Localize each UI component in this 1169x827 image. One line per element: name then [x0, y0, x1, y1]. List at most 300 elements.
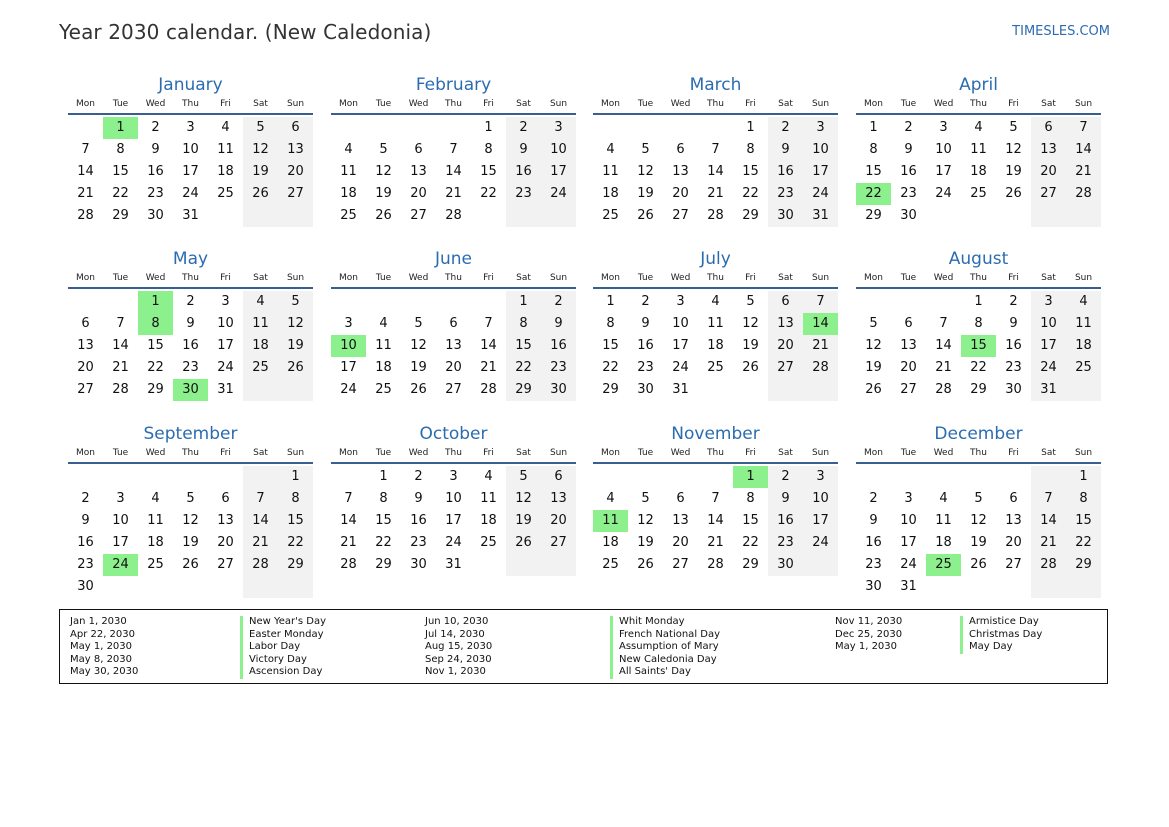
day-cell: 5	[869, 316, 878, 331]
day-cell: 24	[803, 183, 838, 205]
weekday-header	[593, 271, 838, 286]
day-cell: 9	[768, 488, 803, 510]
day-cell: 16	[182, 338, 199, 353]
day-cell: 31	[803, 205, 838, 227]
day-cell: 27	[445, 382, 462, 397]
day-cell: 24	[803, 532, 838, 554]
empty-day-cell	[663, 117, 698, 139]
day-cell: 13	[278, 139, 313, 161]
day-cell: 28	[112, 382, 129, 397]
day-cell: 27	[1005, 557, 1022, 572]
holiday-day-cell: 14	[803, 313, 838, 335]
weekday-label: Tue	[375, 99, 392, 109]
day-cell: 5	[186, 491, 195, 506]
day-cell: 11	[970, 142, 987, 157]
weekday-header	[593, 97, 838, 112]
legend-date: Nov 1, 2030	[425, 666, 486, 677]
empty-day-cell	[891, 291, 926, 313]
weekday-label: Fri	[1008, 273, 1019, 283]
weekday-label: Fri	[745, 273, 756, 283]
legend-dates-column	[835, 616, 902, 654]
day-cell: 28	[707, 557, 724, 572]
empty-day-cell	[926, 205, 961, 227]
day-cell: 11	[602, 164, 619, 179]
day-cell: 24	[445, 535, 462, 550]
weekday-label: Tue	[112, 273, 129, 283]
empty-day-cell	[103, 291, 138, 313]
month-march	[593, 74, 838, 227]
day-cell: 26	[182, 557, 199, 572]
weekday-label: Mon	[76, 99, 95, 109]
day-cell: 17	[182, 164, 199, 179]
day-cell: 6	[676, 142, 685, 157]
day-cell: 29	[1066, 554, 1101, 576]
empty-day-cell	[471, 205, 506, 227]
day-cell: 12	[742, 316, 759, 331]
day-cell: 30	[637, 382, 654, 397]
weekday-header	[331, 446, 576, 461]
day-cell: 8	[869, 142, 878, 157]
day-cell: 22	[278, 532, 313, 554]
weekday-label: Tue	[637, 99, 654, 109]
day-cell: 4	[484, 469, 493, 484]
day-cell: 26	[1005, 186, 1022, 201]
day-cell: 8	[116, 142, 125, 157]
weekday-label: Thu	[182, 273, 199, 283]
empty-day-cell	[138, 576, 173, 598]
empty-day-cell	[698, 466, 733, 488]
day-cell: 13	[445, 338, 462, 353]
day-cell: 13	[672, 164, 689, 179]
weekday-label: Sat	[253, 99, 268, 109]
empty-day-cell	[68, 291, 103, 313]
day-cell: 9	[414, 491, 423, 506]
weekday-label: Sat	[516, 99, 531, 109]
day-cell: 10	[1031, 313, 1066, 335]
day-cell: 20	[900, 360, 917, 375]
day-cell: 2	[186, 294, 195, 309]
month-name: October	[419, 424, 488, 444]
weekday-label: Sat	[778, 448, 793, 458]
month-divider	[593, 287, 838, 289]
day-cell: 24	[182, 186, 199, 201]
day-cell: 26	[243, 183, 278, 205]
day-cell: 4	[606, 142, 615, 157]
weekday-label: Fri	[220, 99, 231, 109]
day-cell: 23	[410, 535, 427, 550]
weekday-label: Sat	[1041, 99, 1056, 109]
day-cell: 12	[637, 164, 654, 179]
day-cell: 16	[77, 535, 94, 550]
empty-day-cell	[926, 291, 961, 313]
empty-day-cell	[593, 466, 628, 488]
holiday-day-cell: 22	[856, 183, 891, 205]
weekday-label: Tue	[900, 99, 917, 109]
day-cell: 14	[707, 164, 724, 179]
weekday-label: Sat	[516, 448, 531, 458]
day-cell: 3	[541, 117, 576, 139]
weekday-label: Fri	[483, 99, 494, 109]
empty-day-cell	[243, 466, 278, 488]
weekday-label: Wed	[408, 99, 429, 109]
day-cell: 29	[147, 382, 164, 397]
day-cell: 20	[541, 510, 576, 532]
month-august	[856, 248, 1101, 401]
days-grid	[593, 291, 838, 401]
day-cell: 7	[449, 142, 458, 157]
day-cell: 15	[865, 164, 882, 179]
weekday-label: Thu	[707, 273, 724, 283]
day-cell: 9	[81, 513, 90, 528]
holiday-day-cell: 1	[138, 291, 173, 313]
day-cell: 6	[676, 491, 685, 506]
empty-day-cell	[138, 466, 173, 488]
day-cell: 8	[974, 316, 983, 331]
day-cell: 13	[217, 513, 234, 528]
day-cell: 7	[939, 316, 948, 331]
day-cell: 18	[602, 535, 619, 550]
month-july	[593, 248, 838, 401]
day-cell: 9	[904, 142, 913, 157]
days-grid	[856, 466, 1101, 598]
empty-day-cell	[173, 466, 208, 488]
legend-holiday-name: All Saints' Day	[610, 666, 720, 679]
day-cell: 7	[484, 316, 493, 331]
day-cell: 16	[147, 164, 164, 179]
weekday-label: Mon	[339, 273, 358, 283]
weekday-label: Mon	[601, 448, 620, 458]
day-cell: 26	[742, 360, 759, 375]
day-cell: 15	[278, 510, 313, 532]
empty-day-cell	[698, 117, 733, 139]
day-cell: 30	[865, 579, 882, 594]
day-cell: 20	[672, 186, 689, 201]
day-cell: 23	[506, 183, 541, 205]
day-cell: 23	[182, 360, 199, 375]
legend-holiday-name: Easter Monday	[240, 629, 326, 642]
day-cell: 20	[77, 360, 94, 375]
weekday-label: Wed	[408, 273, 429, 283]
legend-dates-column	[70, 616, 138, 679]
weekday-label: Tue	[112, 99, 129, 109]
day-cell: 2	[768, 117, 803, 139]
day-cell: 20	[445, 360, 462, 375]
day-cell: 28	[803, 357, 838, 379]
day-cell: 5	[379, 142, 388, 157]
weekday-label: Wed	[670, 273, 691, 283]
day-cell: 21	[707, 186, 724, 201]
day-cell: 2	[506, 117, 541, 139]
day-cell: 24	[935, 186, 952, 201]
day-cell: 5	[243, 117, 278, 139]
day-cell: 6	[1009, 491, 1018, 506]
legend-names-column	[960, 616, 1042, 654]
weekday-label: Thu	[707, 99, 724, 109]
day-cell: 27	[672, 557, 689, 572]
day-cell: 8	[1066, 488, 1101, 510]
weekday-label: Thu	[707, 448, 724, 458]
day-cell: 26	[637, 208, 654, 223]
day-cell: 23	[768, 183, 803, 205]
day-cell: 3	[803, 117, 838, 139]
legend-date: Dec 25, 2030	[835, 628, 903, 640]
day-cell: 15	[480, 164, 497, 179]
day-cell: 21	[445, 186, 462, 201]
day-cell: 17	[1031, 335, 1066, 357]
day-cell: 5	[974, 491, 983, 506]
legend-names-column	[240, 616, 326, 679]
day-cell: 30	[77, 579, 94, 594]
day-cell: 18	[935, 535, 952, 550]
day-cell: 21	[112, 360, 129, 375]
day-cell: 12	[637, 513, 654, 528]
weekday-label: Thu	[182, 99, 199, 109]
day-cell: 29	[112, 208, 129, 223]
day-cell: 6	[768, 291, 803, 313]
day-cell: 19	[742, 338, 759, 353]
day-cell: 6	[221, 491, 230, 506]
month-name: March	[689, 75, 742, 95]
empty-day-cell	[173, 576, 208, 598]
weekday-label: Thu	[970, 448, 987, 458]
weekday-label: Mon	[601, 273, 620, 283]
day-cell: 7	[344, 491, 353, 506]
weekday-label: Tue	[375, 448, 392, 458]
weekday-label: Fri	[745, 448, 756, 458]
empty-day-cell	[103, 576, 138, 598]
day-cell: 2	[641, 294, 650, 309]
day-cell: 25	[602, 208, 619, 223]
legend-holiday-name: New Year's Day	[240, 616, 326, 629]
day-cell: 30	[147, 208, 164, 223]
weekday-label: Sat	[1041, 448, 1056, 458]
day-cell: 3	[116, 491, 125, 506]
day-cell: 9	[768, 139, 803, 161]
day-cell: 29	[506, 379, 541, 401]
day-cell: 29	[865, 208, 882, 223]
day-cell: 15	[506, 335, 541, 357]
day-cell: 5	[1009, 120, 1018, 135]
weekday-header	[68, 446, 313, 461]
days-grid	[68, 117, 313, 227]
weekday-label: Sat	[516, 273, 531, 283]
empty-day-cell	[278, 576, 313, 598]
empty-day-cell	[366, 291, 401, 313]
day-cell: 12	[243, 139, 278, 161]
day-cell: 1	[1066, 466, 1101, 488]
month-divider	[68, 462, 313, 464]
day-cell: 24	[340, 382, 357, 397]
empty-day-cell	[208, 205, 243, 227]
day-cell: 3	[449, 469, 458, 484]
days-grid	[856, 291, 1101, 401]
day-cell: 4	[379, 316, 388, 331]
day-cell: 10	[803, 488, 838, 510]
day-cell: 4	[606, 491, 615, 506]
empty-day-cell	[243, 576, 278, 598]
weekday-label: Tue	[375, 273, 392, 283]
day-cell: 16	[637, 338, 654, 353]
day-cell: 17	[935, 164, 952, 179]
day-cell: 16	[541, 335, 576, 357]
weekday-label: Mon	[601, 99, 620, 109]
day-cell: 8	[746, 142, 755, 157]
weekday-label: Tue	[112, 448, 129, 458]
weekday-label: Fri	[1008, 448, 1019, 458]
day-cell: 28	[1066, 183, 1101, 205]
day-cell: 22	[970, 360, 987, 375]
weekday-header	[856, 446, 1101, 461]
day-cell: 31	[217, 382, 234, 397]
legend-date: May 1, 2030	[835, 641, 898, 652]
legend-holiday-name: New Caledonia Day	[610, 654, 720, 667]
month-divider	[68, 113, 313, 115]
day-cell: 27	[900, 382, 917, 397]
day-cell: 4	[939, 491, 948, 506]
day-cell: 27	[77, 382, 94, 397]
day-cell: 12	[410, 338, 427, 353]
empty-day-cell	[331, 291, 366, 313]
day-cell: 9	[541, 313, 576, 335]
month-divider	[593, 113, 838, 115]
day-cell: 23	[865, 557, 882, 572]
legend-dates-column	[425, 616, 492, 679]
day-cell: 21	[77, 186, 94, 201]
day-cell: 22	[742, 535, 759, 550]
day-cell: 11	[147, 513, 164, 528]
month-september	[68, 423, 313, 598]
weekday-label: Tue	[637, 448, 654, 458]
day-cell: 10	[803, 139, 838, 161]
day-cell: 9	[186, 316, 195, 331]
empty-day-cell	[103, 466, 138, 488]
month-divider	[331, 113, 576, 115]
day-cell: 3	[676, 294, 685, 309]
day-cell: 10	[541, 139, 576, 161]
empty-day-cell	[1031, 466, 1066, 488]
day-cell: 29	[602, 382, 619, 397]
day-cell: 3	[1031, 291, 1066, 313]
day-cell: 9	[506, 139, 541, 161]
day-cell: 2	[768, 466, 803, 488]
day-cell: 6	[1031, 117, 1066, 139]
empty-day-cell	[208, 576, 243, 598]
empty-day-cell	[628, 466, 663, 488]
empty-day-cell	[243, 205, 278, 227]
day-cell: 12	[1005, 142, 1022, 157]
empty-day-cell	[331, 466, 366, 488]
month-name: July	[700, 249, 731, 269]
month-divider	[331, 462, 576, 464]
empty-day-cell	[278, 379, 313, 401]
day-cell: 18	[707, 338, 724, 353]
weekday-label: Sun	[811, 99, 830, 109]
weekday-label: Wed	[670, 448, 691, 458]
weekday-label: Fri	[220, 448, 231, 458]
month-june	[331, 248, 576, 401]
day-cell: 27	[672, 208, 689, 223]
day-cell: 21	[340, 535, 357, 550]
weekday-label: Sun	[811, 448, 830, 458]
day-cell: 16	[410, 513, 427, 528]
day-cell: 10	[935, 142, 952, 157]
day-cell: 5	[746, 294, 755, 309]
empty-day-cell	[1031, 576, 1066, 598]
day-cell: 25	[970, 186, 987, 201]
day-cell: 12	[865, 338, 882, 353]
day-cell: 21	[935, 360, 952, 375]
day-cell: 3	[939, 120, 948, 135]
day-cell: 16	[506, 161, 541, 183]
day-cell: 2	[1009, 294, 1018, 309]
empty-day-cell	[331, 117, 366, 139]
day-cell: 25	[375, 382, 392, 397]
weekday-label: Mon	[339, 448, 358, 458]
month-name: December	[934, 424, 1023, 444]
day-cell: 17	[541, 161, 576, 183]
day-cell: 16	[768, 510, 803, 532]
day-cell: 7	[116, 316, 125, 331]
weekday-label: Sat	[778, 273, 793, 283]
day-cell: 8	[746, 491, 755, 506]
brand-link[interactable]: TIMESLES.COM	[1012, 24, 1110, 39]
day-cell: 16	[1005, 338, 1022, 353]
day-cell: 15	[147, 338, 164, 353]
holiday-day-cell: 15	[961, 335, 996, 357]
day-cell: 1	[506, 291, 541, 313]
empty-day-cell	[961, 576, 996, 598]
day-cell: 18	[602, 186, 619, 201]
day-cell: 13	[1005, 513, 1022, 528]
day-cell: 17	[340, 360, 357, 375]
day-cell: 27	[541, 532, 576, 554]
day-cell: 25	[340, 208, 357, 223]
day-cell: 14	[340, 513, 357, 528]
day-cell: 19	[410, 360, 427, 375]
day-cell: 29	[742, 557, 759, 572]
day-cell: 14	[1066, 139, 1101, 161]
empty-day-cell	[628, 117, 663, 139]
day-cell: 7	[81, 142, 90, 157]
day-cell: 19	[637, 186, 654, 201]
days-grid	[68, 291, 313, 401]
empty-day-cell	[891, 466, 926, 488]
empty-day-cell	[506, 554, 541, 576]
legend-date: Sep 24, 2030	[425, 653, 492, 665]
days-grid	[331, 117, 576, 227]
day-cell: 30	[768, 205, 803, 227]
day-cell: 3	[221, 294, 230, 309]
weekday-label: Wed	[145, 99, 166, 109]
day-cell: 28	[707, 208, 724, 223]
day-cell: 3	[904, 491, 913, 506]
day-cell: 5	[641, 491, 650, 506]
day-cell: 7	[243, 488, 278, 510]
day-cell: 17	[803, 161, 838, 183]
month-name: November	[671, 424, 760, 444]
day-cell: 17	[445, 513, 462, 528]
day-cell: 24	[900, 557, 917, 572]
empty-day-cell	[663, 466, 698, 488]
day-cell: 5	[506, 466, 541, 488]
legend-date: Aug 15, 2030	[425, 641, 493, 652]
empty-day-cell	[1031, 205, 1066, 227]
legend-holiday-name: Assumption of Mary	[610, 641, 720, 654]
day-cell: 28	[935, 382, 952, 397]
day-cell: 28	[480, 382, 497, 397]
holiday-legend	[59, 609, 1108, 684]
day-cell: 29	[375, 557, 392, 572]
